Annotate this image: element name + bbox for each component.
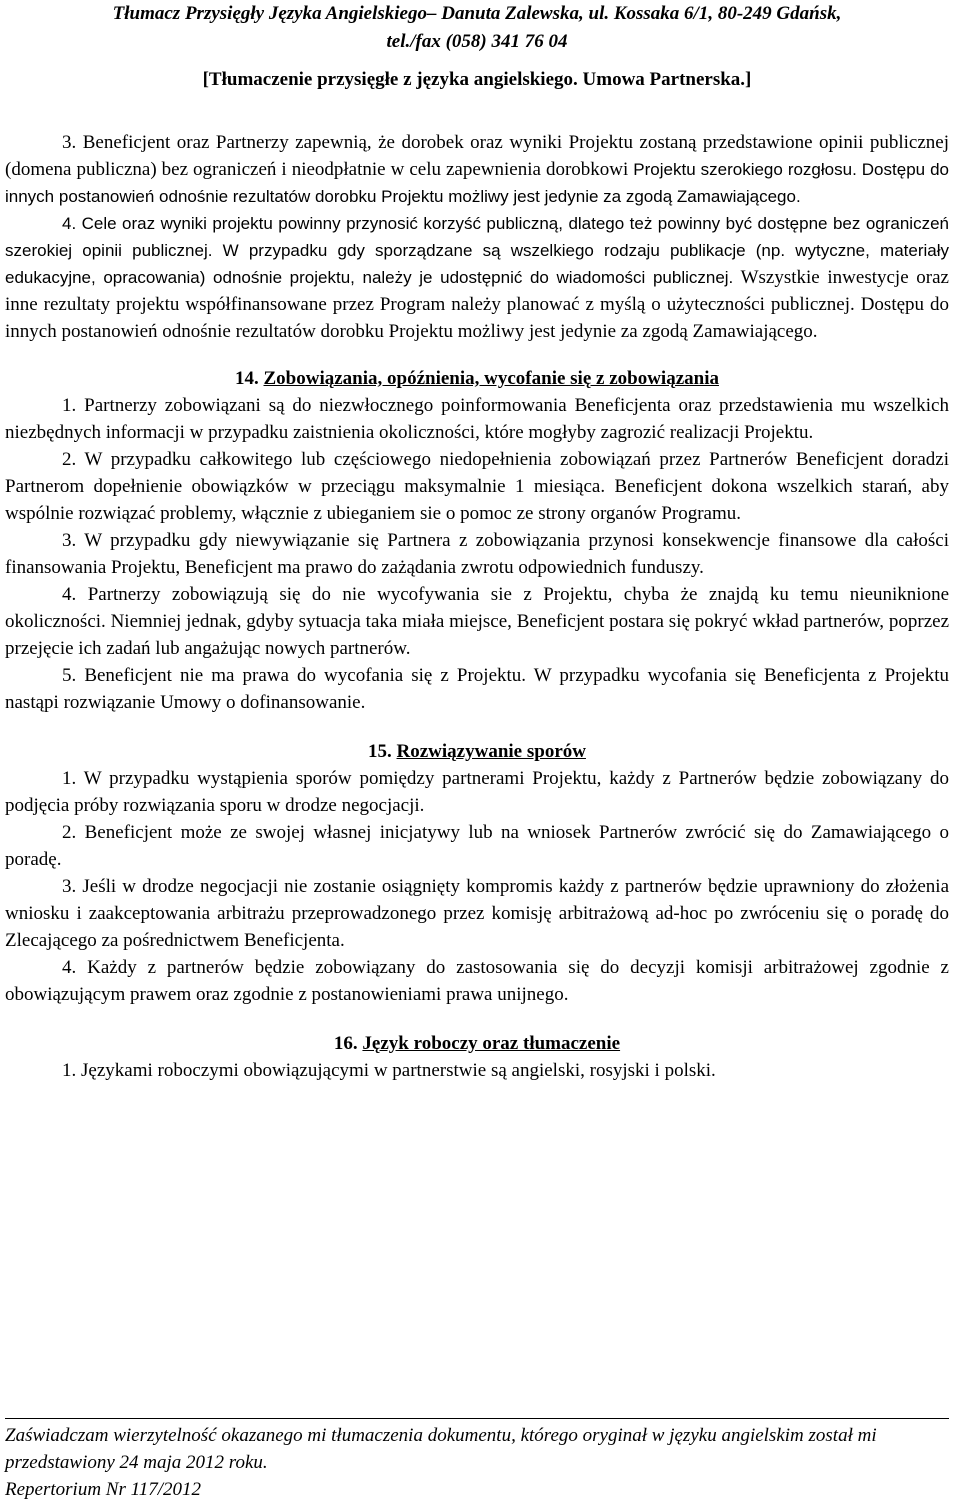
paragraph-3: 3. Beneficjent oraz Partnerzy zapewnią, że dorobek oraz wyniki Projektu zostaną przedstawione opinii publicznej (domena publiczna) bez ograniczeń i nieodpłatnie w celu zapewnienia dorobkowi Projektu szerokiego rozgłosu. Dostępu do innych postanowień odnośnie rezultatów dorobku Projektu możliwy jest jedynie za zgodą Zamawiającego. (5, 132, 949, 206)
section-15-item: 2. Beneficjent może ze swojej własnej inicjatywy lub na wniosek Partnerów zwrócić się do Zamawiającego o poradę. (5, 822, 949, 870)
section-14-item: 5. Beneficjent nie ma prawa do wycofania się z Projektu. W przypadku wycofania się Beneficjenta z Projektu nastąpi rozwiązanie Umowy o dofinansowanie. (5, 665, 949, 713)
certification-statement: Zaświadczam wierzytelność okazanego mi tłumaczenia dokumentu, którego oryginał w języku angielskim został mi przedstawiony 24 maja 2012 roku. (5, 1425, 877, 1473)
repertorium-number: Repertorium Nr 117/2012 (5, 1479, 201, 1500)
translator-contact-line: tel./fax (058) 341 76 04 (386, 31, 568, 52)
section-14-item: 2. W przypadku całkowitego lub częściowego niedopełnienia zobowiązań przez Partnerów Beneficjent doradzi Partnerom dopełnienie obowiązków w przeciągu maksymalnie 1 miesiąca. Beneficjent dokona wszelkich starań, aby wspólnie rozwiązać problemy, włącznie z ubieganiem sie o pomoc ze strony organów Programu. (5, 449, 949, 524)
intro-paragraphs (5, 129, 949, 345)
section-15-item: 4. Każdy z partnerów będzie zobowiązany do zastosowania się do decyzji komisji arbitrażowej zgodnie z obowiązującym prawem oraz zgodnie z postanowieniami prawa unijnego. (5, 957, 949, 1005)
section-15-item: 1. W przypadku wystąpienia sporów pomiędzy partnerami Projektu, każdy z Partnerów będzie zobowiązany do podjęcia próby rozwiązania sporu w drodze negocjacji. (5, 768, 949, 816)
section-16-item: 1. Językami roboczymi obowiązującymi w partnerstwie są angielski, rosyjski i polski. (62, 1060, 716, 1081)
certification-footer (5, 1418, 949, 1503)
section-14-item: 3. W przypadku gdy niewywiązanie się Partnera z zobowiązania przynosi konsekwencje finansowe dla całości finansowania Projektu, Beneficjent ma prawo do zażądania zwrotu odpowiednich funduszy. (5, 530, 949, 578)
section-14-item: 4. Partnerzy zobowiązują się do nie wycofywania sie z Projektu, chyba że znajdą ku temu nieuniknione okoliczności. Niemniej jednak, gdyby sytuacja taka miała miejsce, Beneficjent postara się pokryć wkład partnerów, poprzez przejęcie ich zadań lub angażując nowych partnerów. (5, 584, 949, 659)
paragraph-4: 4. Cele oraz wyniki projektu powinny przynosić korzyść publiczną, dlatego też powinny być dostępne bez ograniczeń szerokiej opinii publicznej. W przypadku gdy sporządzane są wszelkiego rodzaju publikacje (np. wytyczne, materiały edukacyjne, opracowania) odnośnie projektu, należy je udostępnić do wiadomości publicznej. Wszystkie inwestycje oraz inne rezultaty projektu współfinansowane przez Program należy planować z myślą o użyteczności publicznej. Dostępu do innych postanowień odnośnie rezultatów dorobku Projektu możliwy jest jedynie za zgodą Zamawiającego. (5, 214, 949, 342)
document-page (5, 0, 949, 1084)
section-14-item: 1. Partnerzy zobowiązani są do niezwłocznego poinformowania Beneficjenta oraz przedstawienia mu wszelkich niezbędnych informacji w przypadku zaistnienia okoliczności, które mogłyby zagrozić realizacji Projektu. (5, 395, 949, 443)
translator-header-line: Tłumacz Przysięgły Języka Angielskiego– Danuta Zalewska, ul. Kossaka 6/1, 80-249 Gdańsk, (112, 3, 842, 24)
section-15-heading: 15. Rozwiązywanie sporów (368, 741, 586, 762)
section-15-item: 3. Jeśli w drodze negocjacji nie zostanie osiągnięty kompromis każdy z partnerów będzie uprawniony do złożenia wniosku i zaakceptowania arbitrażu przeprowadzonego przez komisję arbitrażową ad-hoc po zwróceniu się o poradę do Zlecającego za pośrednictwem Beneficjenta. (5, 876, 949, 951)
document-title-line: [Tłumaczenie przysięgłe z języka angielskiego. Umowa Partnerska.] (202, 69, 752, 90)
section-16-heading: 16. Język roboczy oraz tłumaczenie (333, 1033, 621, 1054)
section-14-heading: 14. Zobowiązania, opóźnienia, wycofanie się z zobowiązania (235, 368, 719, 389)
